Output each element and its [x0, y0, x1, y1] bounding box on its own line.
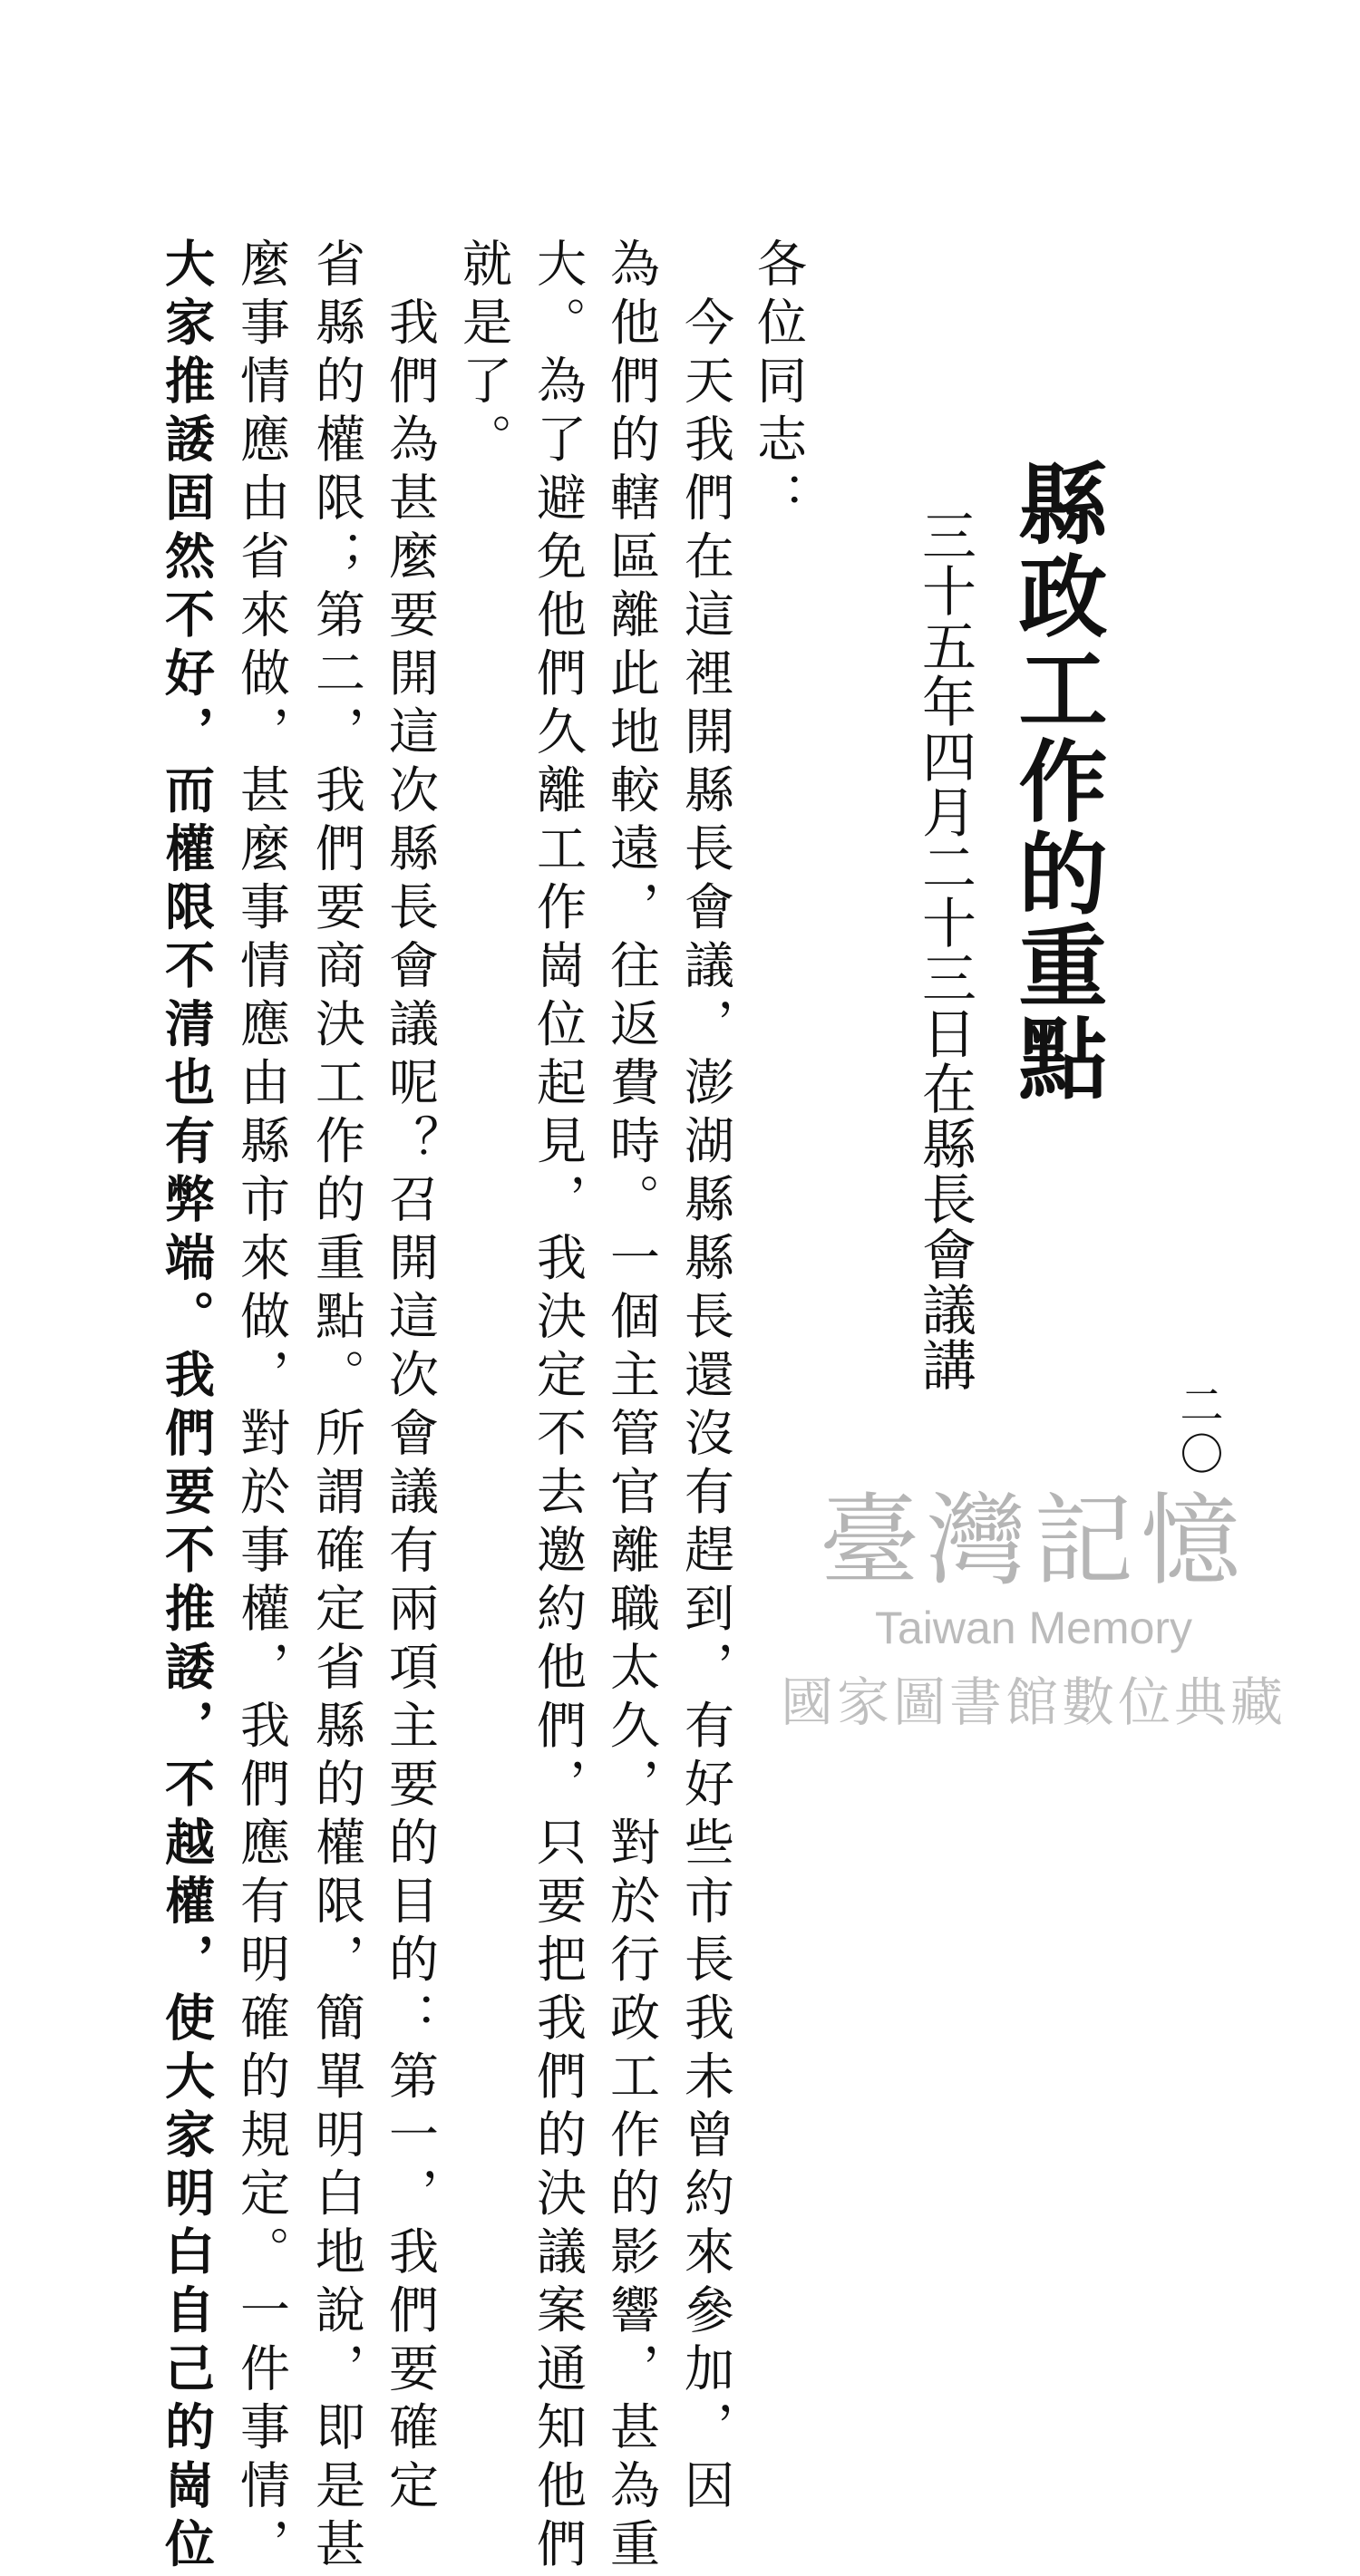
body-column-4: 大。為了避免他們久離工作崗位起見，我決定不去邀約他們，只要把我們的決議案通知他們 [529, 237, 587, 2576]
body-column-6: 我們為甚麼要開這次縣長會議呢？召開這次會議有兩項主要的目的：第一，我們要確定 [381, 237, 439, 2518]
body-column-8: 麼事情應由省來做，甚麼事情應由縣市來做，對於事權，我們應有明確的規定。一件事情， [232, 237, 290, 2576]
body-column-3: 為他們的轄區離此地較遠，往返費時。一個主管官離職太久，對於行政工作的影響，甚為重 [602, 237, 660, 2576]
body-column-9: 大家推諉固然不好，而權限不清也有弊端。我們要不推諉，不越權，使大家明白自己的崗位 [157, 237, 216, 2576]
page-number: 二〇 [1172, 1382, 1223, 1480]
body-column-5: 就是了。 [454, 237, 512, 471]
article-title: 縣政工作的重點 [1004, 458, 1108, 1105]
body-column-7: 省縣的權限；第二，我們要商決工作的重點。所謂確定省縣的權限，簡單明白地說，即是甚 [307, 237, 365, 2576]
body-column-2: 今天我們在這裡開縣長會議，澎湖縣縣長還沒有趕到，有好些市長我未曾約來參加，因 [676, 237, 734, 2518]
watermark-calligraphy: 臺灣記憶 [820, 1483, 1248, 1599]
watermark-institution: 國家圖書館數位典藏 [780, 1671, 1287, 1733]
watermark-english: Taiwan Memory [874, 1603, 1193, 1653]
body-column-1: 各位同志： [749, 237, 807, 530]
article-subtitle-date: 三十五年四月二十三日在縣長會議講 [913, 508, 976, 1392]
watermark [780, 1483, 1287, 1736]
